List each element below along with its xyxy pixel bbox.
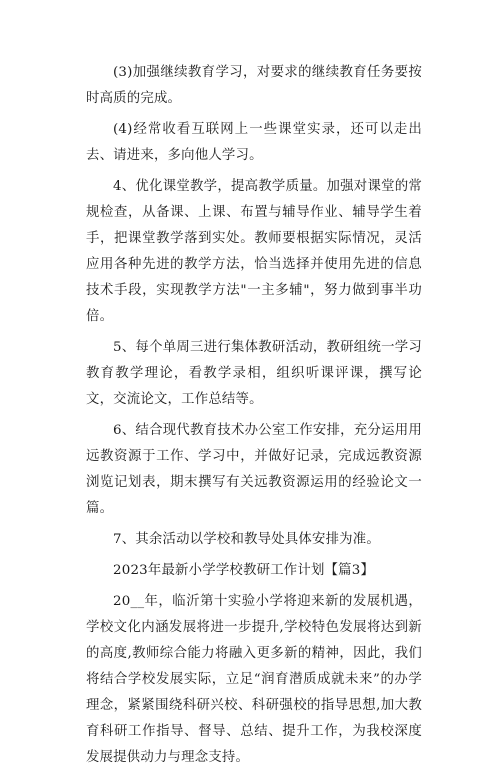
section-heading: 2023年最新小学学校教研工作计划【篇3】 bbox=[113, 563, 375, 578]
paragraph-other-activities: 7、其余活动以学校和教导处具体安排为准。 bbox=[113, 532, 380, 547]
paragraph-school-development: 20__年，临沂第十实验小学将迎来新的发展机遇，学校文化内涵发展将进一步提升,学校特色发展将达到新的高度,教师综合能力将融入更多新的精神，因此，我们将结合学校发展实际，立足“润育潜质成就未来”的办学理念，紧紧围绕科研兴校、科研强校的指导思想,加大教育科研工作指导、督导、总结、提升工作，为我校深度发展提供动力与理念支持。 bbox=[86, 594, 422, 765]
document-body bbox=[86, 60, 422, 771]
paragraph-continuing-education: (3)加强继续教育学习，对要求的继续教育任务要按时高质的完成。 bbox=[86, 65, 422, 106]
paragraph-group-research: 5、每个单周三进行集体教研活动，教研组统一学习教育教学理论，看教学录相，组织听课评课，撰写论文，交流论文，工作总结等。 bbox=[86, 340, 422, 407]
paragraph-optimize-teaching: 4、优化课堂教学，提高教学质量。加强对课堂的常规检查，从备课、上课、布置与辅导作业、辅导学生着手，把课堂教学落到实处。教师要根据实际情况，灵活应用各种先进的教学方法，恰当选择并使用先进的信息技术手段，实现教学方法"一主多辅"，努力做到事半功倍。 bbox=[86, 179, 422, 324]
paragraph-modern-technology: 6、结合现代教育技术办公室工作安排，充分运用用远教资源于工作、学习中，并做好记录，完成远教资源浏览记划表，期末撰写有关远教资源运用的经验论文一篇。 bbox=[86, 423, 422, 516]
paragraph-online-lessons: (4)经常收看互联网上一些课堂实录，还可以走出去、请进来，多向他人学习。 bbox=[86, 122, 422, 163]
